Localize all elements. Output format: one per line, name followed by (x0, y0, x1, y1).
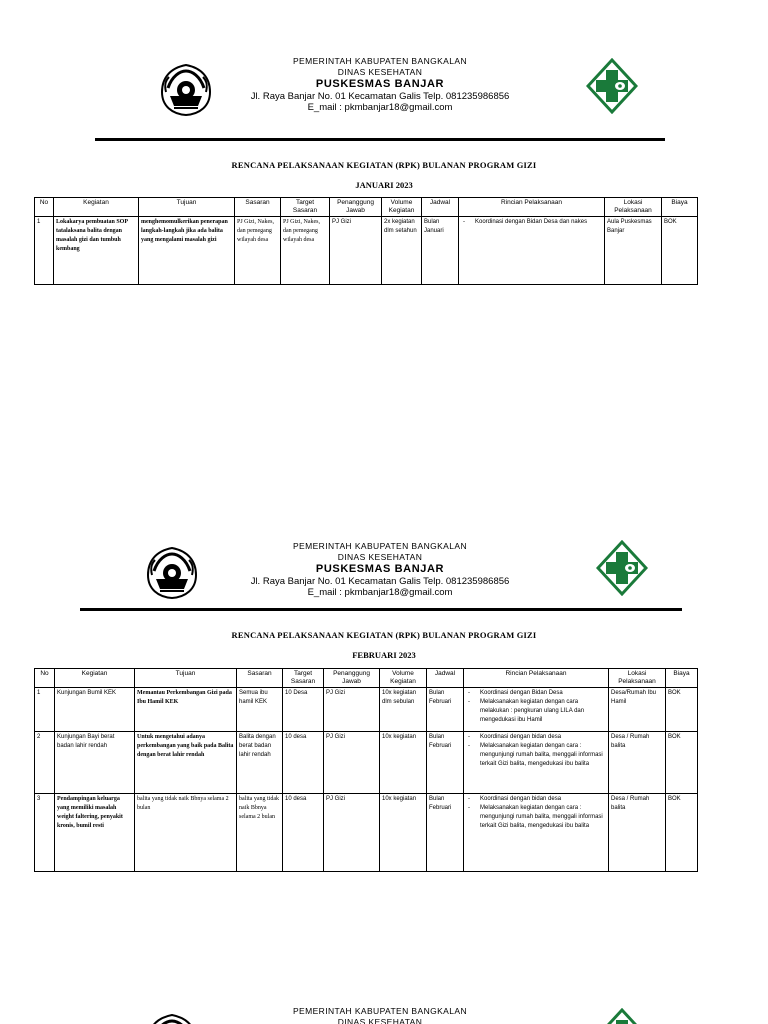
header-tujuan: Tujuan (139, 198, 235, 217)
bangkalan-seal-icon (144, 545, 200, 601)
cell-lokasi: Desa / Rumah balita (609, 794, 666, 872)
cell-sasaran: PJ Gizi, Nakes, dan pemegang wilayah desa (235, 217, 281, 285)
email: E_mail : pkmbanjar18@gmail.com (307, 102, 453, 113)
email: E_mail : pkmbanjar18@gmail.com (307, 587, 453, 598)
cell-pj: PJ Gizi (324, 688, 380, 732)
table-header-row (35, 198, 698, 217)
rincian-list (466, 689, 606, 725)
header-no: No (35, 669, 55, 688)
cell-no: 1 (35, 688, 55, 732)
header-biaya: Biaya (666, 669, 698, 688)
cell-kegiatan: Kunjungan Bumil KEK (55, 688, 135, 732)
department-name: DINAS KESEHATAN (337, 552, 423, 562)
cell-sasaran: balita yang tidak naik Bbnya selama 2 bulan (237, 794, 283, 872)
letterhead-text (200, 541, 560, 598)
list-item: - Melaksanakan kegiatan dengan cara melakukan : pengkuran ulang LILA dan mengedukasi ibu Hamil (466, 698, 606, 725)
cell-jadwal: Bulan Februari (427, 794, 464, 872)
header-target: Target Sasaran (283, 669, 324, 688)
header-pj: Penanggung Jawab (330, 198, 382, 217)
cell-rincian (459, 217, 605, 285)
cell-target: 10 desa (283, 794, 324, 872)
cell-volume: 10x kegiatan dlm sebulan (380, 688, 427, 732)
header-jadwal: Jadwal (427, 669, 464, 688)
bangkalan-seal-icon (144, 1012, 200, 1024)
cell-kegiatan: Pendampingan keluarga yang memiliki masalah weight faltering, penyakit kronis, bumil resti (55, 794, 135, 872)
rincian-list (461, 218, 602, 227)
letterhead-text (200, 1006, 560, 1024)
header-lokasi: Lokasi Pelaksanaan (609, 669, 666, 688)
list-item: - Koordinasi dengan Bidan Desa (466, 689, 606, 698)
document-title: RENCANA PELAKSANAAN KEGIATAN (RPK) BULANAN PROGRAM GIZI (231, 160, 537, 170)
cell-jadwal: Bulan Februari (427, 688, 464, 732)
header-jadwal: Jadwal (422, 198, 459, 217)
list-item: - Melaksanakan kegiatan dengan cara : mengunjungi rumah balita, menggali informasi terkait Gizi balita, mengedukasi ibu balita (466, 804, 606, 831)
department-name: DINAS KESEHATAN (337, 67, 423, 77)
department-name: DINAS KESEHATAN (337, 1017, 423, 1024)
cell-pj: PJ Gizi (324, 732, 380, 794)
cell-biaya: BOK (666, 794, 698, 872)
header-sasaran: Sasaran (235, 198, 281, 217)
cell-kegiatan: Kunjungan Bayi berat badan lahir rendah (55, 732, 135, 794)
cell-no: 2 (35, 732, 55, 794)
header-volume: Volume Kegiatan (380, 669, 427, 688)
cell-no: 1 (35, 217, 54, 285)
header-lokasi: Lokasi Pelaksanaan (605, 198, 662, 217)
cell-tujuan: Memantau Perkembangan Gizi pada Ibu Hamil KEK (135, 688, 237, 732)
table-row (35, 732, 698, 794)
government-name: PEMERINTAH KABUPATEN BANGKALAN (292, 56, 467, 66)
cell-biaya: BOK (666, 732, 698, 794)
header-pj: Penanggung Jawab (324, 669, 380, 688)
letterhead-1 (0, 50, 768, 150)
puskesmas-logo-icon (596, 540, 648, 596)
header-tujuan: Tujuan (135, 669, 237, 688)
list-item: - Koordinasi dengan bidan desa (466, 733, 606, 742)
puskesmas-logo-icon (586, 58, 638, 114)
table-header-row (35, 669, 698, 688)
cell-tujuan: Untuk mengetahui adanya perkembangan yang baik pada Balita dengan berat lahir rendah (135, 732, 237, 794)
header-rincian: Rincian Pelaksanaan (459, 198, 605, 217)
cell-rincian (464, 732, 609, 794)
cell-volume: 10x kegiatan (380, 732, 427, 794)
cell-lokasi: Desa / Rumah balita (609, 732, 666, 794)
cell-rincian (464, 794, 609, 872)
cell-sasaran: Balita dengan berat badan lahir rendah (237, 732, 283, 794)
government-name: PEMERINTAH KABUPATEN BANGKALAN (292, 541, 467, 551)
list-item: - Koordinasi dengan Bidan Desa dan nakes (461, 218, 602, 227)
header-sasaran: Sasaran (237, 669, 283, 688)
rincian-list (466, 795, 606, 831)
letterhead-2 (0, 535, 768, 635)
rpk-table-februari (34, 668, 698, 872)
cell-jadwal: Bulan Februari (427, 732, 464, 794)
cell-lokasi: Desa/Rumah Ibu Hamil (609, 688, 666, 732)
cell-pj: PJ Gizi (324, 794, 380, 872)
header-kegiatan: Kegiatan (55, 669, 135, 688)
cell-sasaran: Semua ibu hamil KEK (237, 688, 283, 732)
letterhead-3 (0, 1000, 768, 1024)
address: Jl. Raya Banjar No. 01 Kecamatan Galis Telp. 081235986856 (250, 91, 510, 102)
address: Jl. Raya Banjar No. 01 Kecamatan Galis Telp. 081235986856 (250, 576, 510, 587)
letterhead-text (200, 56, 560, 113)
cell-kegiatan: Lokakarya pembuatan SOP tatalaksana balita dengan masalah gizi dan tumbuh kembang (54, 217, 139, 285)
list-item: - Melaksanakan kegiatan dengan cara : mengunjungi rumah balita, menggali informasi terkait Gizi balita, mengedukasi ibu balita (466, 742, 606, 769)
header-volume: Volume Kegiatan (382, 198, 422, 217)
cell-biaya: BOK (662, 217, 698, 285)
letterhead-divider (80, 608, 682, 611)
institution-name: PUSKESMAS BANJAR (315, 78, 445, 90)
document-month: FEBRUARI 2023 (352, 650, 416, 660)
header-biaya: Biaya (662, 198, 698, 217)
cell-target: 10 desa (283, 732, 324, 794)
document-title: RENCANA PELAKSANAAN KEGIATAN (RPK) BULANAN PROGRAM GIZI (231, 630, 537, 640)
cell-biaya: BOK (666, 688, 698, 732)
rpk-table-januari (34, 197, 698, 285)
rincian-list (466, 733, 606, 769)
puskesmas-logo-icon (596, 1008, 648, 1024)
cell-tujuan: menghemomulkerikan penerapan langkah-langkah jika ada balita yang mengalami masalah gizi (139, 217, 235, 285)
table-row (35, 217, 698, 285)
document-month: JANUARI 2023 (355, 180, 413, 190)
government-name: PEMERINTAH KABUPATEN BANGKALAN (292, 1006, 467, 1016)
cell-rincian (464, 688, 609, 732)
list-item: - Koordinasi dengan bidan desa (466, 795, 606, 804)
cell-target: 10 Desa (283, 688, 324, 732)
cell-volume: 2x kegiatan dlm setahun (382, 217, 422, 285)
letterhead-divider (95, 138, 665, 141)
cell-no: 3 (35, 794, 55, 872)
table-row (35, 688, 698, 732)
header-kegiatan: Kegiatan (54, 198, 139, 217)
cell-tujuan: balita yang tidak naik Bbnya selama 2 bulan (135, 794, 237, 872)
cell-volume: 10x kegiatan (380, 794, 427, 872)
header-no: No (35, 198, 54, 217)
header-rincian: Rincian Pelaksanaan (464, 669, 609, 688)
institution-name: PUSKESMAS BANJAR (315, 563, 445, 575)
cell-target: PJ Gizi, Nakes, dan pemegang wilayah desa (281, 217, 330, 285)
cell-lokasi: Aula Puskesmas Banjar (605, 217, 662, 285)
table-row (35, 794, 698, 872)
cell-pj: PJ Gizi (330, 217, 382, 285)
cell-jadwal: Bulan Januari (422, 217, 459, 285)
header-target: Target Sasaran (281, 198, 330, 217)
